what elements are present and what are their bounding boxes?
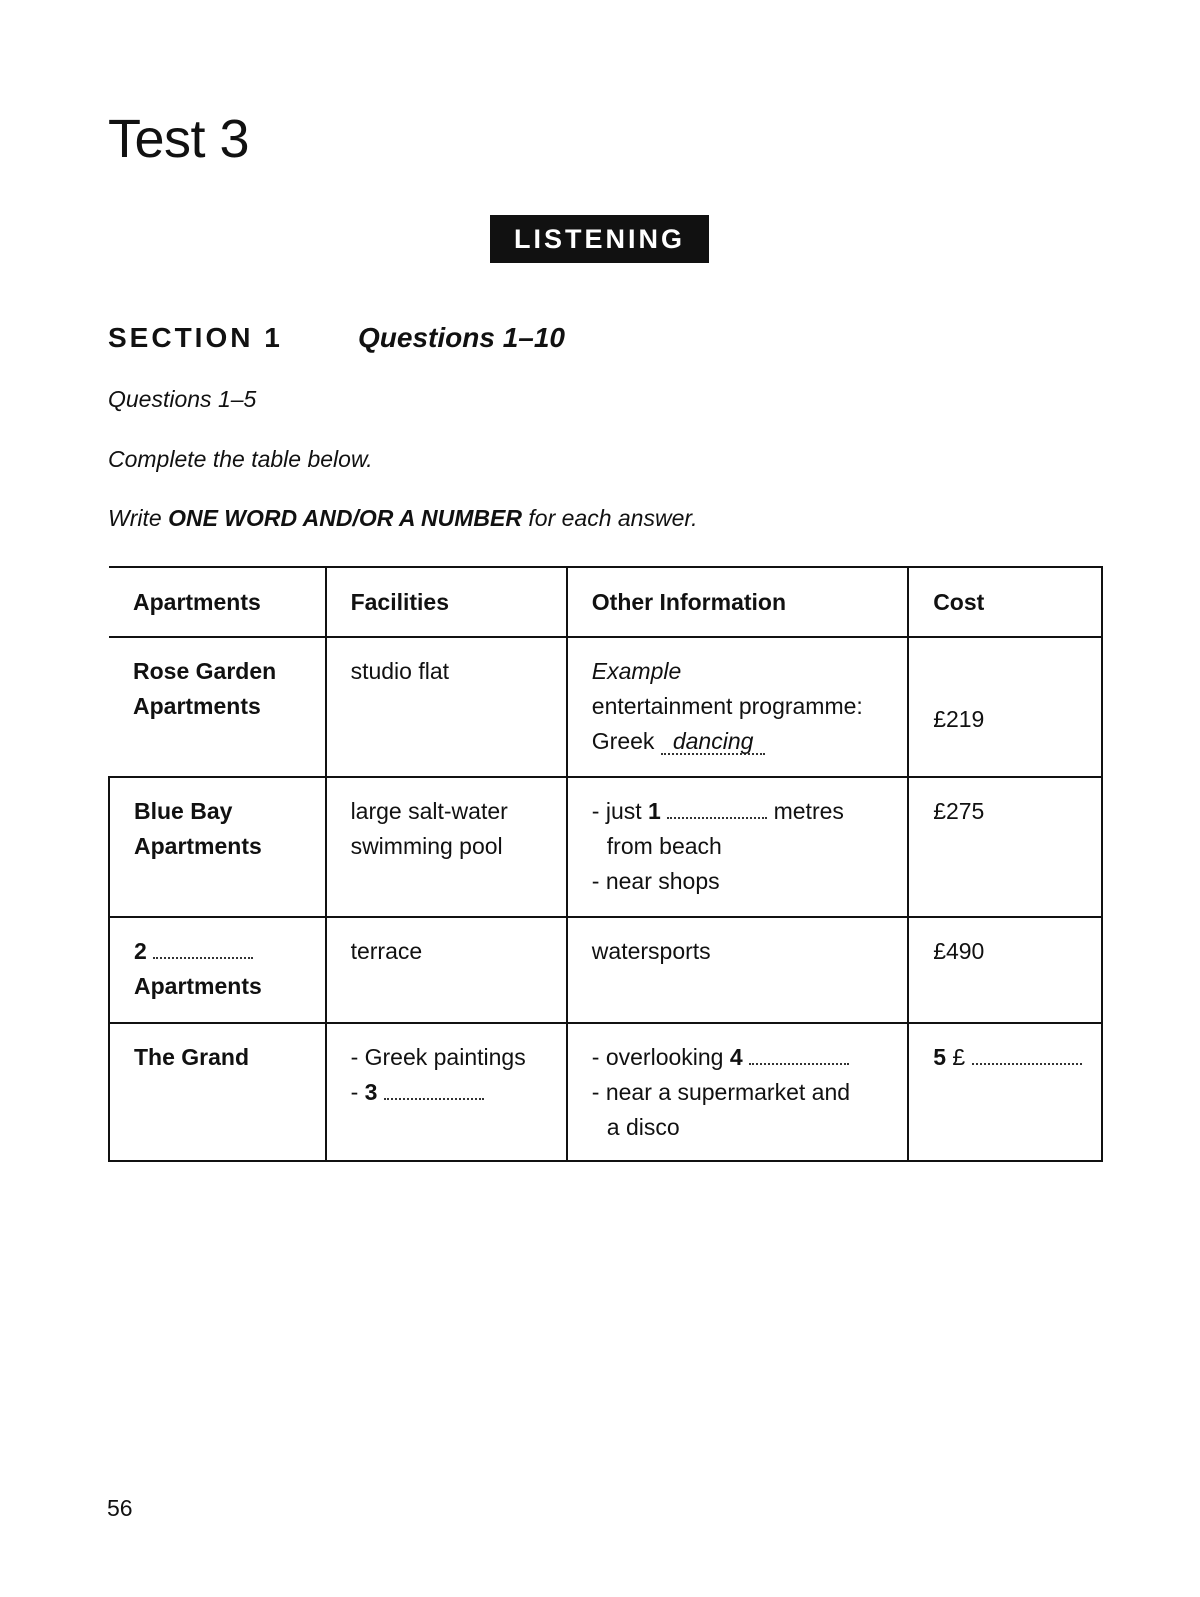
facilities-cell: [326, 1023, 567, 1161]
answer-blank-5[interactable]: [972, 1043, 1082, 1065]
table-header-row: [109, 567, 1102, 637]
other-info-text: - near a supermarket and: [591, 1079, 851, 1105]
apartment-name: Apartments: [133, 693, 261, 719]
answer-blank-3[interactable]: [384, 1078, 484, 1100]
question-number: 3: [364, 1079, 378, 1105]
facilities-cell: terrace: [326, 917, 567, 1023]
apartment-name-cell: [109, 777, 326, 917]
question-number: 1: [648, 798, 661, 824]
cost-cell: [908, 1023, 1102, 1161]
apartment-name-cell: The Grand: [109, 1023, 326, 1161]
apartment-name: Apartments: [134, 833, 262, 859]
instruction-write-prefix: Write: [108, 505, 169, 531]
other-info-text: - just: [591, 798, 649, 824]
answer-blank-2[interactable]: [153, 937, 253, 959]
facility-text: swimming pool: [350, 833, 503, 859]
page-number: 56: [107, 1495, 133, 1521]
instruction-complete: Complete the table below.: [108, 446, 373, 472]
question-number: 4: [729, 1044, 743, 1070]
question-number: 2: [134, 938, 147, 964]
header-cost: Cost: [908, 567, 1102, 637]
cost-cell: [908, 637, 1102, 777]
answer-blank-4[interactable]: [749, 1043, 849, 1065]
section-heading: [108, 322, 565, 354]
table-row: [109, 637, 1102, 777]
other-info-cell: [567, 637, 908, 777]
questions-range: Questions 1–5: [108, 386, 257, 412]
apartments-table: [108, 566, 1103, 1162]
other-info-cell: [567, 1023, 908, 1161]
cost-prefix: £: [945, 1044, 972, 1070]
header-apartments: Apartments: [109, 567, 326, 637]
instruction-write-suffix: for each answer.: [522, 505, 698, 531]
other-info-text: from beach: [606, 833, 722, 859]
facility-text: -: [350, 1079, 365, 1105]
header-other-information: Other Information: [567, 567, 908, 637]
apartment-name: Blue Bay: [134, 798, 233, 824]
listening-banner: LISTENING: [490, 215, 709, 263]
other-info-text: metres: [767, 798, 844, 824]
facility-text: large salt-water: [350, 798, 508, 824]
facilities-cell: [326, 777, 567, 917]
cost-cell: £275: [908, 777, 1102, 917]
table-row: [109, 777, 1102, 917]
section-questions: Questions 1–10: [358, 322, 565, 353]
other-info-text: a disco: [606, 1114, 680, 1140]
table-row: [109, 1023, 1102, 1161]
answer-blank-1[interactable]: [667, 797, 767, 819]
other-info-cell: watersports: [567, 917, 908, 1023]
apartment-name-cell: [109, 637, 326, 777]
apartment-name: Apartments: [134, 973, 262, 999]
cost-cell: £490: [908, 917, 1102, 1023]
question-number: 5: [933, 1044, 946, 1070]
facility-text: - Greek paintings: [350, 1044, 526, 1070]
instruction-write: [108, 505, 698, 532]
other-info-cell: [567, 777, 908, 917]
header-facilities: Facilities: [326, 567, 567, 637]
table-row: [109, 917, 1102, 1023]
cost-value: £219: [933, 706, 985, 732]
example-label: Example: [591, 658, 682, 684]
apartment-name-cell: [109, 917, 326, 1023]
section-label: SECTION 1: [108, 322, 283, 353]
other-info-text: - near shops: [591, 868, 720, 894]
facilities-cell: studio flat: [326, 637, 567, 777]
test-title: Test 3: [108, 109, 250, 169]
other-info-text: - overlooking: [591, 1044, 730, 1070]
other-info-text: Greek: [591, 728, 661, 754]
example-answer: dancing: [661, 729, 766, 755]
instruction-write-bold: ONE WORD AND/OR A NUMBER: [168, 505, 522, 531]
apartment-name: Rose Garden: [133, 658, 277, 684]
other-info-text: entertainment programme:: [591, 693, 863, 719]
